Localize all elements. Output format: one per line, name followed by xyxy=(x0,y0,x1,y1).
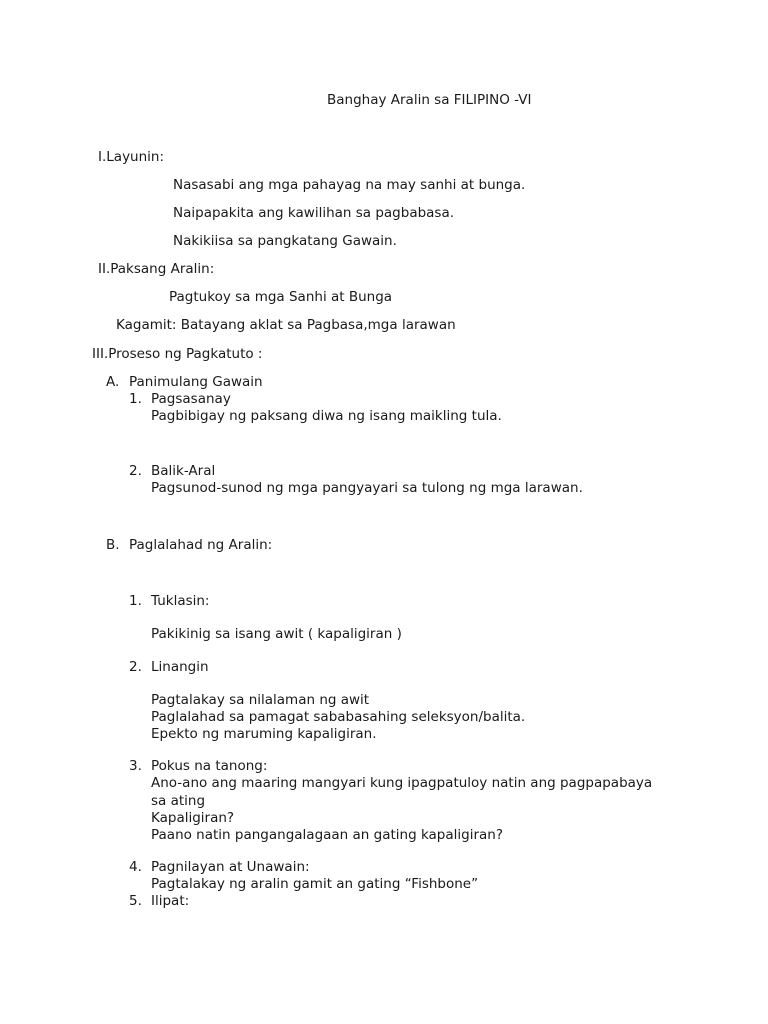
list-number: 1. xyxy=(129,593,142,609)
proseso-heading: III.Proseso ng Pagkatuto : xyxy=(92,346,263,362)
document-title: Banghay Aralin sa FILIPINO -VI xyxy=(327,92,532,108)
list-number: 1. xyxy=(129,391,142,407)
list-number: 5. xyxy=(129,893,142,909)
list-item-line: sa ating xyxy=(151,793,206,809)
list-item-line: Epekto ng maruming kapaligiran. xyxy=(151,726,377,742)
list-item-line: Pagbibigay ng paksang diwa ng isang maikling tula. xyxy=(151,408,502,424)
paksang-aralin-topic: Pagtukoy sa mga Sanhi at Bunga xyxy=(169,289,393,305)
list-item-label: Pagsasanay xyxy=(151,391,231,407)
section-a-label: Panimulang Gawain xyxy=(129,374,263,390)
list-item-label: Balik-Aral xyxy=(151,463,216,479)
list-number: 4. xyxy=(129,859,142,875)
list-item-label: Linangin xyxy=(151,659,209,675)
list-item-line: Kapaligiran? xyxy=(151,810,235,826)
layunin-item: Nakikiisa sa pangkatang Gawain. xyxy=(173,233,397,249)
paksang-aralin-heading: II.Paksang Aralin: xyxy=(98,261,215,277)
section-b-marker: B. xyxy=(106,537,120,553)
section-b-label: Paglalahad ng Aralin: xyxy=(129,537,273,553)
layunin-item: Naipapakita ang kawilihan sa pagbabasa. xyxy=(173,205,455,221)
list-item-line: Paano natin pangangalagaan an gating kapaligiran? xyxy=(151,827,504,843)
list-number: 2. xyxy=(129,659,142,675)
layunin-heading: I.Layunin: xyxy=(98,149,165,165)
list-item-line: Pagsunod-sunod ng mga pangyayari sa tulong ng mga larawan. xyxy=(151,480,583,496)
list-item-line: Paglalahad sa pamagat sababasahing seleksyon/balita. xyxy=(151,709,526,725)
list-item-label: Ilipat: xyxy=(151,893,190,909)
list-item-label: Pagnilayan at Unawain: xyxy=(151,859,310,875)
list-number: 3. xyxy=(129,758,142,774)
list-item-label: Pokus na tanong: xyxy=(151,758,268,774)
list-number: 2. xyxy=(129,463,142,479)
section-a-marker: A. xyxy=(106,374,120,390)
list-item-line: Pakikinig sa isang awit ( kapaligiran ) xyxy=(151,626,402,642)
list-item-line: Ano-ano ang maaring mangyari kung ipagpatuloy natin ang pagpapabaya xyxy=(151,775,653,791)
list-item-line: Pagtalakay sa nilalaman ng awit xyxy=(151,692,370,708)
list-item-label: Tuklasin: xyxy=(151,593,210,609)
list-item-line: Pagtalakay ng aralin gamit an gating “Fishbone” xyxy=(151,876,479,892)
paksang-aralin-materials: Kagamit: Batayang aklat sa Pagbasa,mga larawan xyxy=(116,317,456,333)
layunin-item: Nasasabi ang mga pahayag na may sanhi at bunga. xyxy=(173,177,526,193)
